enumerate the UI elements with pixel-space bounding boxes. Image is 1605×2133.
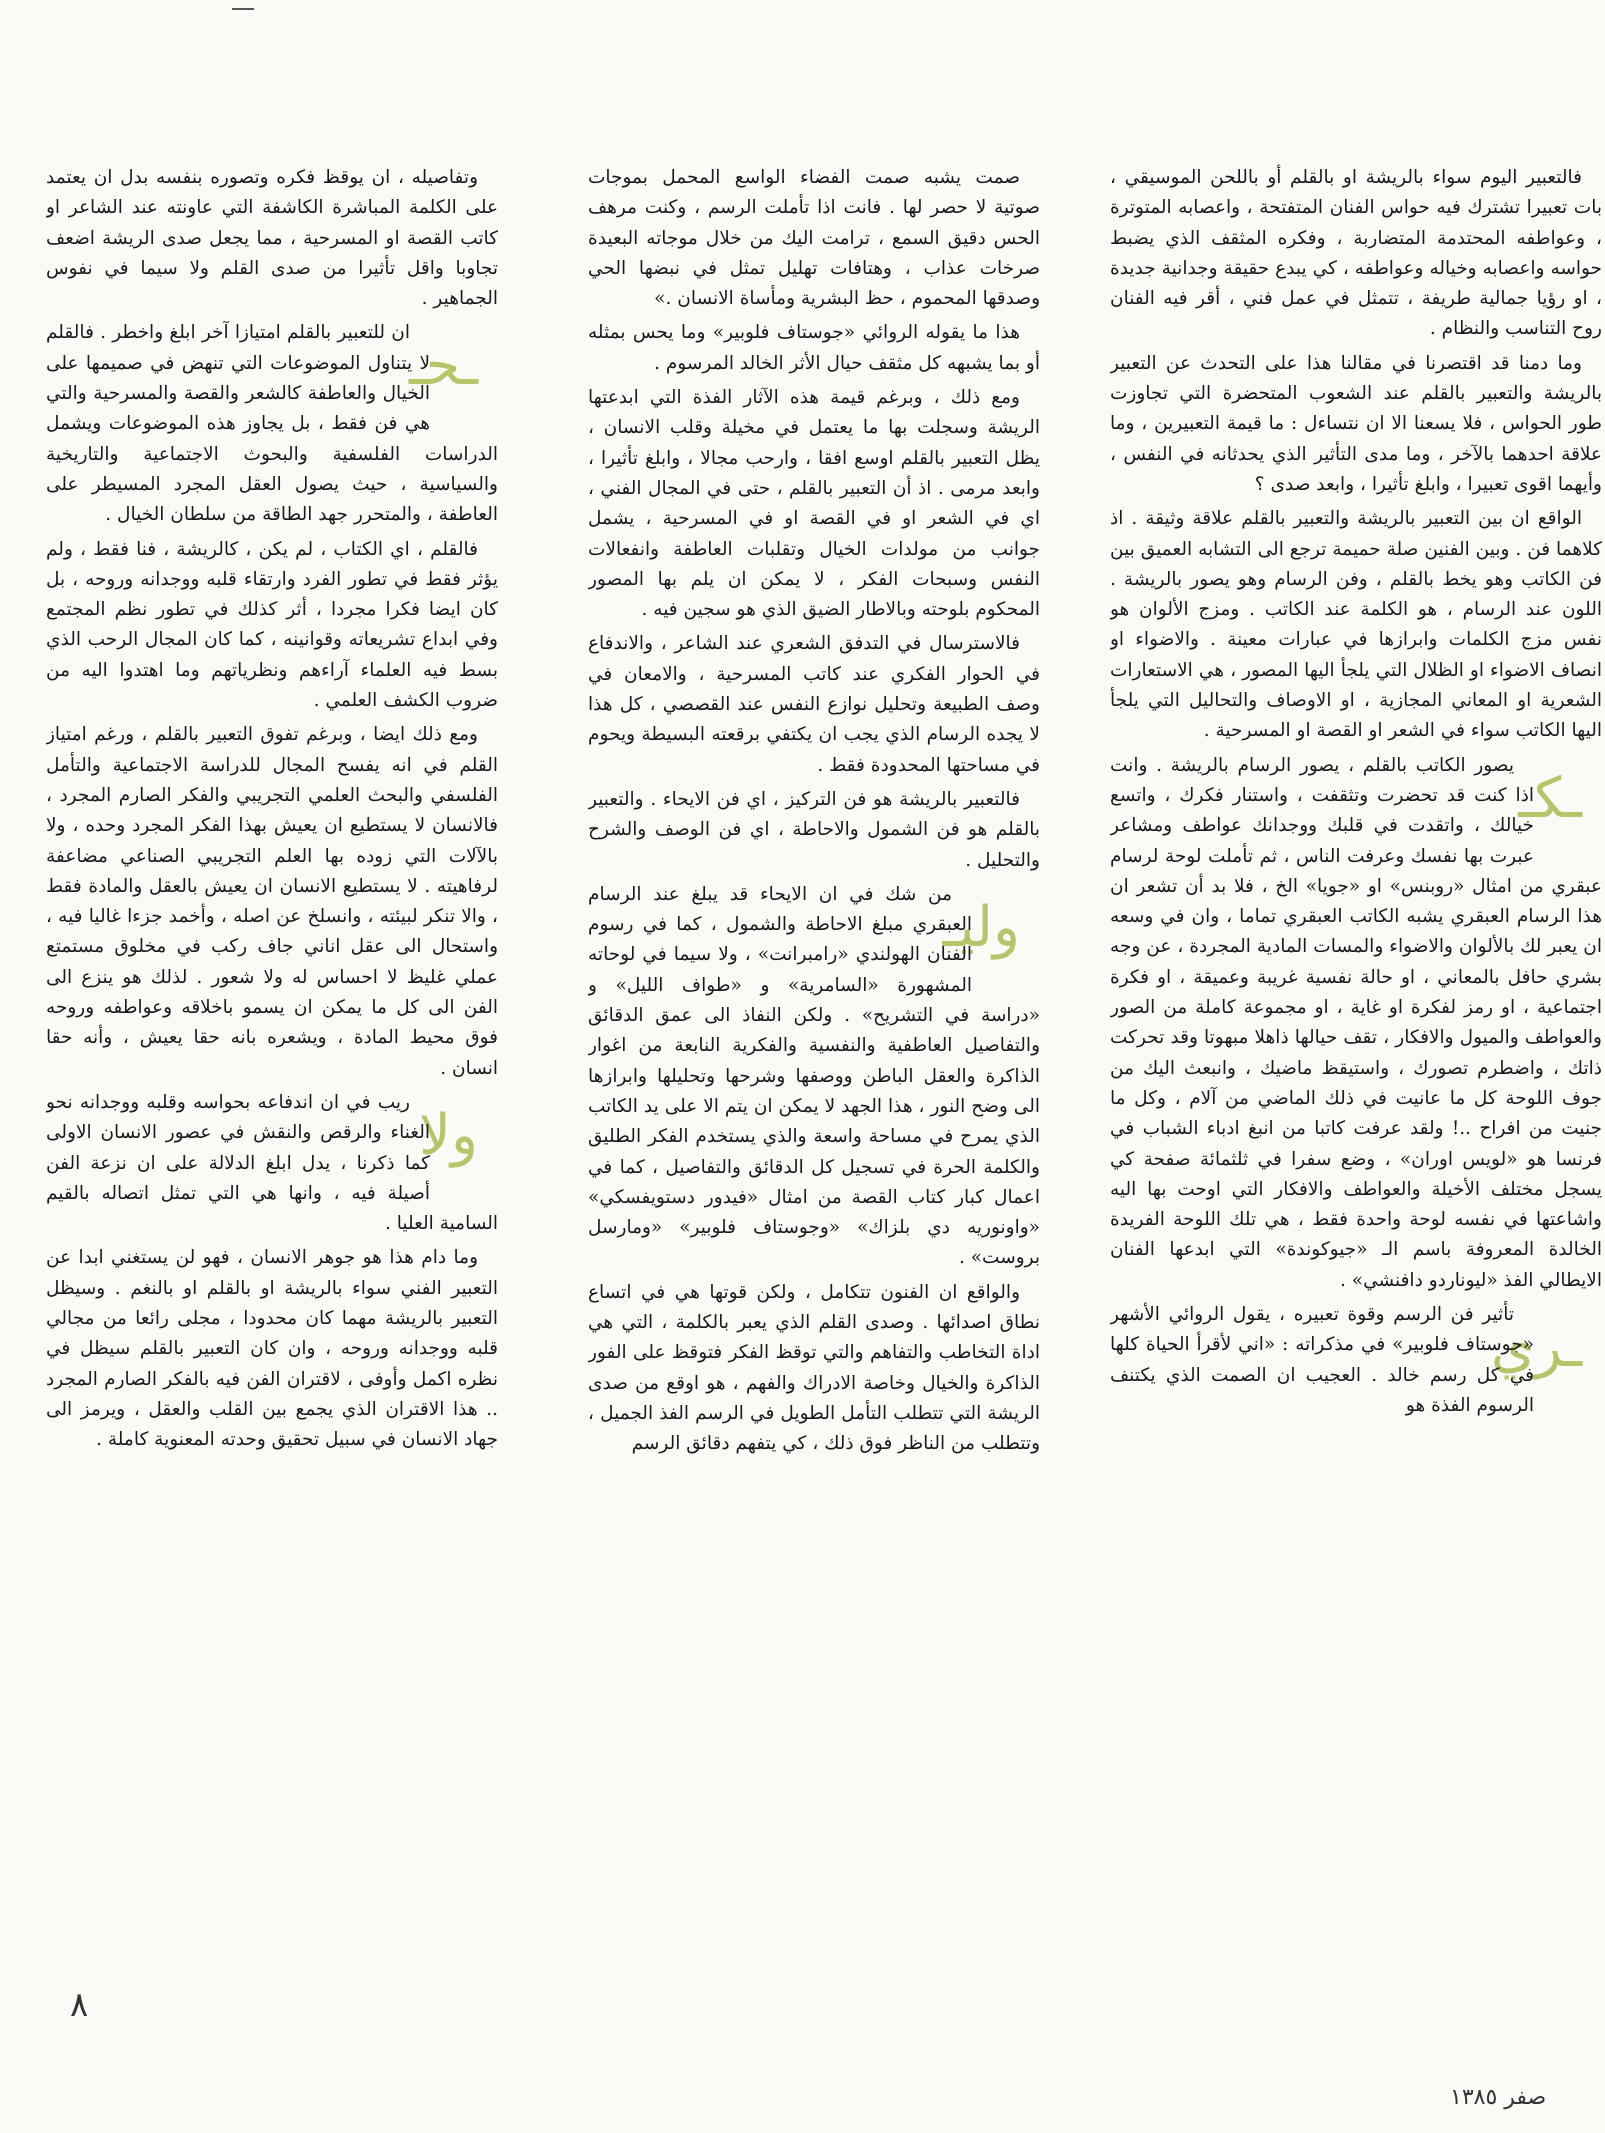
paragraph: وتفاصيله ، ان يوقظ فكره وتصوره بنفسه بدل ان يعتمد على الكلمة المباشرة الكاشفة التي عاونته عند الشاعر او كاتب القصة او المسرحية ، مما يجعل صدى الريشة اضعف تجاوبا واقل تأثيرا من صدى القلم ولا سيما في نفوس الجماهير . [46,167,498,310]
column-left [46,163,498,2023]
decorative-drop-letter: ـكـ [1518,765,1582,831]
page-number: ٨ [70,1985,89,2025]
paragraph: ولا ريب في ان اندفاعه بحواسه وقلبه ووجدانه نحو الغناء والرقص والنقش في عصور الانسان الاولى كما ذكرنا ، يدل ابلغ الدلالة على ان نزعة الفن أصيلة فيه ، وانها هي التي تمثل اتصاله بالقيم السامية العليا . [46,1088,498,1239]
paragraph: وما دمنا قد اقتصرنا في مقالنا هذا على التحدث عن التعبير بالريشة والتعبير بالقلم عند الشعوب المتحضرة التي تجاوزت طور الحواس ، فلا يسعنا الا ان نتساءل : ما قيمة التعبيرين ، وما علاقة احدهما بالآخر ، وما مدى التأثير الذي يحدثانه في النفس ، وأيهما اقوى تعبيرا ، وابلغ تأثيرا ، وابعد صدى ؟ [1110,352,1602,495]
paragraph: والواقع ان الفنون تتكامل ، ولكن قوتها هي في اتساع نطاق اصدائها . وصدى القلم الذي يعبر بالكلمة ، التي هي اداة التخاطب والتفاهم والتي توقظ الفكر فتوقظ على الفور الذاكرة والخيال وخاصة الادراك والفهم ، هو اوقع من صدى الريشة التي تتطلب التأمل الطويل في الرسم الفذ الجميل ، وتتطلب من الناظر فوق ذلك ، كي يتفهم دقائق الرسم [588,1281,1040,1455]
column-right [1110,163,1602,2023]
paragraph: ومع ذلك ايضا ، وبرغم تفوق التعبير بالقلم ، ورغم امتياز القلم في انه يفسح المجال للدراسة الاجتماعية والتأمل الفلسفي والبحث العلمي التجريبي والفكر الصارم المجرد ، فالانسان لا يستطيع ان يعيش بهذا الفكر المجرد وحده ، ولا بالآلات التي زوده بها العلم التجريبي الصناعي مضاعفة لرفاهيته . لا يستطيع الانسان ان يعيش بالعقل والمادة فقط ، والا تنكر لبيئته ، وانسلخ عن اصله ، وأخمد جزءا غاليا فيه ، واستحال الى عقل اناني جاف ركب في مخلوق مستمتع عملي غليظ لا احساس له ولا شعور . لذلك هو ينزع الى الفن الى كل ما يمكن ان يسمو باخلاقه وعواطفه وروحه فوق محيط المادة ، ويشعره بانه حقا يعيش ، وأنه حقا انسان . [46,724,498,1079]
paragraph: صمت يشبه صمت الفضاء الواسع المحمل بموجات صوتية لا حصر لها . فانت اذا تأملت الرسم ، وكنت مرهف الحس دقيق السمع ، ترامت اليك من خلال موجاته البعيدة صرخات عذاب ، وهتافات تهليل تمثل في نبضها الحي وصدقها المحموم ، حظ البشرية ومأساة الانسان .» [588,167,1040,310]
paragraph: ـحـ ان للتعبير بالقلم امتيازا آخر ابلغ واخطر . فالقلم لا يتناول الموضوعات التي تنهض في صميمها على الخيال والعاطفة كالشعر والقصة والمسرحية والتي هي فن فقط ، بل يجاوز هذه الموضوعات ويشمل الدراسات الفلسفية والبحوث الاجتماعية والتاريخية والسياسية ، حيث يصول العقل المجرد المسيطر على العاطفة ، والمتحرر جهد الطاقة من سلطان الخيال . [46,318,498,530]
decorative-drop-letter: ـري [1490,1314,1582,1380]
decorative-drop-letter: وليـ [942,894,1020,960]
paragraph: هذا ما يقوله الروائي «جوستاف فلوبير» وما يحس بمثله أو بما يشبهه كل مثقف حيال الأثر الخالد المرسوم . [588,322,1040,374]
decorative-drop-letter: ولا [419,1102,478,1168]
paragraph: فالاسترسال في التدفق الشعري عند الشاعر ، والاندفاع في الحوار الفكري عند كاتب المسرحية ، والامعان في وصف الطبيعة وتحليل نوازع النفس عند القصصي ، كل هذا لا يجده الرسام الذي يجب ان يكتفي برقعته البسيطة ويحوم في مساحتها المحدودة فقط . [588,633,1040,776]
paragraph: الواقع ان بين التعبير بالريشة والتعبير بالقلم علاقة وثيقة . اذ كلاهما فن . وبين الفنين صلة حميمة ترجع الى التشابه العميق بين فن الكاتب وهو يخط بالقلم ، وفن الرسام وهو يصور بالريشة . اللون عند الرسام ، هو الكلمة عند الكاتب . ومزج الألوان هو نفس مزج الكلمات وابرازها في عبارات معينة . والاضواء او انصاف الاضواء او الظلال التي يلجأ اليها المصور ، هي الاستعارات الشعرية او المعاني المجازية ، او الاوصاف والتحاليل التي يلجأ اليها الكاتب سواء في الشعر او القصة او المسرحية . [1110,508,1602,742]
paragraph: وليـ من شك في ان الايحاء قد يبلغ عند الرسام العبقري مبلغ الاحاطة والشمول ، كما في رسوم الفنان الهولندي «رامبرانت» ، ولا سيما في لوحاته المشهورة «السامرية» و «طواف الليل» و «دراسة في التشريح» . ولكن النفاذ الى عمق الدقائق والتفاصيل العاطفية والنفسية والفكرية النابعة من اغوار الذاكرة والعقل الباطن ووصفها وشرحها وتحليلها وابرازها الى وضح النور ، هذا الجهد لا يمكن ان يتم الا على يد الكاتب الذي يمرح في مساحة واسعة والذي يستخدم الفكر الطليق والكلمة الحرة في تسجيل كل الدقائق والتفاصيل ، كما في اعمال كبار كتاب القصة من امثال «فيدور دستويفسكي» «واونوريه دي بلزاك» «وجوستاف فلوبير» «ومارسل بروست» . [588,880,1040,1274]
issue-date: صفر ١٣٨٥ [1450,2085,1547,2110]
paragraph: ومع ذلك ، وبرغم قيمة هذه الآثار الفذة التي ابدعتها الريشة وسجلت بها ما يعتمل في مخيلة وقلب الانسان ، يظل التعبير بالقلم اوسع افقا ، وارحب مجالا ، وابلغ تأثيرا ، وابعد مرمى . اذ أن التعبير بالقلم ، حتى في المجال الفني ، اي في الشعر او في القصة او في المسرحية ، يشمل جوانب من مولدات الخيال وتقلبات العاطفة وانفعالات النفس وسبحات الفكر ، لا يمكن ان يلم بها المصور المحكوم بلوحته وبالاطار الضيق الذي هو سجين فيه . [588,387,1040,621]
paragraph: وما دام هذا هو جوهر الانسان ، فهو لن يستغني ابدا عن التعبير الفني سواء بالريشة او بالقلم او بالنغم . وسيظل التعبير بالريشة مهما كان محدودا ، مجلى رائعا من مجالي قلبه ووجدانه وروحه ، وان كان التعبير بالقلم سيظل في نظره اكمل وأوفى ، لاقتران الفن فيه بالفكر الصارم المجرد .. هذا الاقتران الذي يجمع بين القلب والعقل ، ويرمز الى جهاد الانسان في سبيل تحقيق وحدته المعنوية كاملة . [46,1247,498,1451]
paragraph: ـري تأثير فن الرسم وقوة تعبيره ، يقول الروائي الأشهر «جوستاف فلوبير» في مذكراته : «اني لأقرأ الحياة كلها في كل رسم خالد . العجيب ان الصمت الذي يكتنف الرسوم الفذة هو [1110,1300,1602,1421]
decorative-drop-letter: ـحـ [409,333,478,399]
column-middle [588,163,1040,2023]
paragraph: فالتعبير اليوم سواء بالريشة او بالقلم أو باللحن الموسيقي ، بات تعبيرا تشترك فيه حواس الفنان المتفتحة ، واعصابه المتوترة ، وعواطفه المحتدمة المتضاربة ، وفكره المثقف الذي يضبط حواسه واعصابه وخياله وعواطفه ، كي يبدع حقيقة وجدانية جديدة ، او رؤيا جمالية طريفة ، تتمثل في عمل فني ، أقر فيه الفنان روح التناسب والنظام . [1110,167,1602,340]
paragraph: ـكـ يصور الكاتب بالقلم ، يصور الرسام بالريشة . وانت اذا كنت قد تحضرت وتثقفت ، واستنار فكرك ، واتسع خيالك ، واتقدت في قلبك ووجدانك عواطف ومشاعر عبرت بها نفسك وعرفت الناس ، ثم تأملت لوحة لرسام عبقري من امثال «روبنس» او «جويا» الخ ، فلا بد أن تشعر ان هذا الرسام العبقري يشبه الكاتب العبقري تماما ، وان في وسعه ان يعبر لك بالألوان والاضواء والمسات المادية المجردة ، عن وجه بشري حافل بالمعاني ، او حالة نفسية غريبة وعميقة ، او فكرة اجتماعية ، او رمز لفكرة او غاية ، او مجموعة كاملة من الصور والعواطف والميول والافكار ، تقف حيالها ذاهلا مبهوتا وقد تحركت ذاتك ، واضطرم تصورك ، واستيقظ ماضيك ، وانبعث اليك من جوف اللوحة كل ما عانيت في ذلك الماضي من آلام ، وكل ما جنيت من افراح ..! ولقد عرفت كاتبا من انبغ ادباء الشباب في فرنسا هو «لويس اوران» ، وضع سفرا في ثلثمائة صفحة كي يسجل مختلف الأخيلة والعواطف والافكار التي اوحت بها اليه واشاعتها في نفسه لوحة واحدة فقط ، هي تلك اللوحة الفريدة الخالدة المعروفة باسم الـ «جيوكوندة» التي ابدعها الفنان الايطالي الفذ «ليوناردو دافنشي» . [1110,751,1602,1296]
top-mark [232,8,254,10]
paragraph: فالقلم ، اي الكتاب ، لم يكن ، كالريشة ، فنا فقط ، ولم يؤثر فقط في تطور الفرد وارتقاء قلبه ووجدانه وروحه ، بل كان ايضا فكرا مجردا ، أثر كذلك في تطور نظم المجتمع وفي ابداع تشريعاته وقوانينه ، كما كان المجال الرحب الذي بسط فيه العلماء آراءهم ونظرياتهم وما اهتدوا اليه من ضروب الكشف العلمي . [46,538,498,712]
paragraph: فالتعبير بالريشة هو فن التركيز ، اي فن الايحاء . والتعبير بالقلم هو فن الشمول والاحاطة ، اي فن الوصف والشرح والتحليل . [588,788,1040,871]
